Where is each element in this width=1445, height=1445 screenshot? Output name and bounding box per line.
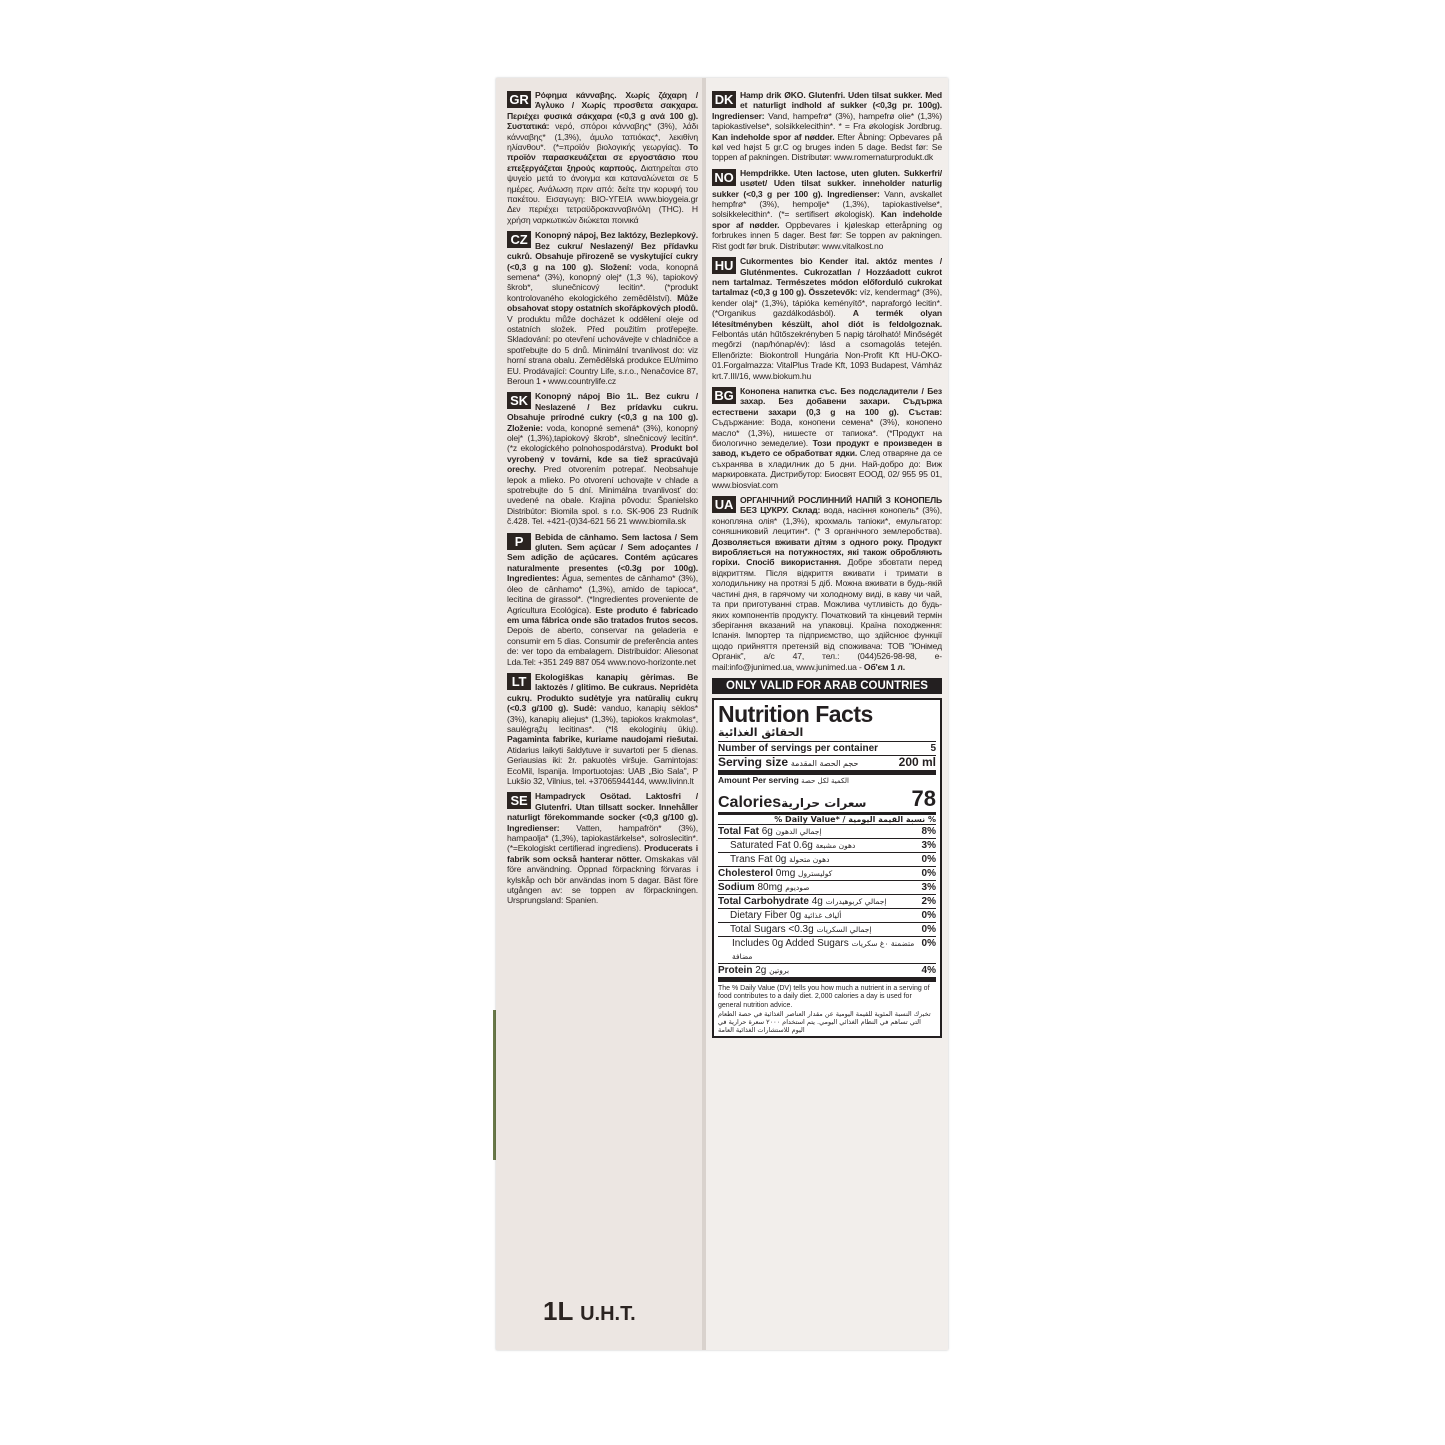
uht-label: U.H.T. [580, 1303, 636, 1325]
nutrient-daily-value: 0% [921, 853, 936, 865]
serving-size-label: Serving size [718, 754, 789, 769]
nutrient-label [718, 881, 809, 894]
amount-label: Amount Per serving [718, 774, 799, 785]
dv-footnote: The % Daily Value (DV) tells you how much a nutrient in a serving of food contributes to a daily diet. 2,000 calories a day is used for general nutrition advice. [718, 984, 930, 1009]
nutrient-row [718, 853, 936, 867]
nutrient-name: Dietary Fiber [730, 909, 791, 921]
nutrient-name-ar: إجمالي السكريات [816, 924, 872, 934]
left-panel [496, 78, 702, 1350]
section-text: Bebida de cânhamo. Sem lactosa / Sem gluten. Sem açúcar / Sem adoçantes / Sem adição de açúcares. Contém açúcares naturalmente presentes (<0.3g por 100g). Ingredientes: Água, sementes de cânhamo* (3%), óleo de cânhamo* (1,3%), amido de tapioca*, lecitina de girassol*. (*Ingredientes proveniente de Agricultura Ecológica). Este produto é fabricado em uma fábrica onde são tratados frutos secos. Depois de aberto, conservar na geladeria e consumir em 5 dias. Consumir de preferência antes de: ver topo da embalagem. Distribuidor: Aliesonat Lda.Tel: +351 249 887 054 www.novo-horizonte.net [507, 531, 698, 667]
nutrient-row [718, 825, 936, 839]
section-text: Cukormentes bio Kender ital. aktóz mentes / Gluténmentes. Cukrozatlan / Hozzáadott cukrot nem tartalmaz. Természetes módon előforduló cukrokat tartalmaz (<0,3 g 100 g). Összetevők: víz, kendermag* (3%), kender olaj* (1,3%), tápióka keményítő*, napraforgó lecitin*. (*Organikus gazdálkodásból). A termék olyan létesítményben készült, ahol diót is feldolgoznak. Felbontás után hűtőszekrényben 5 napig tárolható! Minőségét megőrzi (nap/hónap/év): lásd a csomagolás tetején. Ellenőrizte: Biokontroll Hungária Non-Profit Kft HU-ÖKO-01.Forgalmazza: VitalPlus Trade Kft, 1093 Budapest, Vámház krt.7.III/16, www.biokum.hu [712, 256, 942, 381]
nutrient-name-ar: كوليسترول [798, 868, 833, 878]
section-text: Ekologiškas kanapių gėrimas. Be laktozės / glitimo. Be cukraus. Nepridėta cukrų. Produkto sudėtyje yra natūralių cukrų (<0.3 g/100 g). Sudė: vanduo, kanapių sėklos* (3%), kanapių aliejus* (1,3%), tapiokos krakmolas*, saulėgrąžų lecitinas*. (*Iš ekologinių ūkių). Pagaminta fabrike, kuriame naudojami riešutai. Atidarius laikyti šaldytuve ir suvartoti per 5 dienas. Geriausias iki: žr. pakuotės viršuje. Gamintojas: EcoMil, Ispanija. Importuotojas: UAB „Bio Sala", P Lukšio 32, Vilnius, tel. +37065944144, www.livinn.lt [507, 671, 699, 786]
nutrient-row [718, 895, 936, 909]
nutrient-daily-value: 0% [921, 909, 936, 921]
nutrient-label [718, 937, 922, 963]
right-language-sections [712, 90, 942, 672]
nutrient-daily-value: 3% [921, 839, 936, 851]
nutrient-daily-value: 8% [921, 825, 936, 837]
nutrient-label [718, 853, 829, 866]
language-section-ua [712, 495, 942, 672]
language-code-badge: SK [507, 392, 531, 409]
language-code-badge: UA [712, 496, 736, 513]
nutrient-amount: 0mg [775, 867, 799, 879]
nutrient-name-ar: إجمالي الدهون [775, 826, 822, 836]
nutrient-name: Trans Fat [730, 853, 776, 865]
language-section-no [712, 168, 942, 251]
nutrient-name: Protein [718, 964, 756, 976]
nutrient-name-ar: دهون متحولة [789, 854, 830, 864]
nutrient-daily-value: 0% [921, 867, 936, 879]
nutrient-amount: 0.6g [793, 839, 816, 851]
amount-row [718, 775, 936, 786]
nutrient-label [718, 895, 886, 908]
section-text: Hamp drik ØKO. Glutenfri. Uden tilsat sukker. Med et naturligt indhold af sukker (<0,3g pr. 100g). Ingredienser: Vand, hampefrø* (3%), hampefrø olie* (1,3%) tapiokastivelse*, solsikkelecithin*. * = Fra økologisk Jordbrug. Kan indeholde spor af nødder. Efter Åbning: Opbevares på køl ved højst 5 gr.C og bruges inden 5 dage. Bedst før: Se toppen af pakningen. Distributør: www.romernaturprodukt.dk [712, 90, 942, 163]
nutrient-name: Total Carbohydrate [718, 895, 812, 907]
language-section-sk [507, 391, 698, 526]
language-section-gr [507, 90, 698, 225]
section-text: Hempdrikke. Uten lactose, uten gluten. Sukkerfri/ usøtet/ Uden tilsat sukker. inneholder naturlig sukker (<0,3 g per 100 g). Ingredienser: Vann, avskallet hempfrø* (3%), hempolje* (1,3%), tapiokastivelse*, solsikkelecithin*. (*= sertifisert økologisk). Kan indeholde spor af nødder. Oppbevares i kjøleskap etteråpning og forbrukes innen 5 dager. Best før: Se toppen av pakningen. Rist godt før bruk. Distributør: www.vitalkost.no [712, 167, 942, 251]
dv-footnote-ar: تخبرك النسبة المئوية للقيمة اليومية عن مقدار العناصر الغذائية في حصة الطعام التي تساهم في النظام الغذائي اليومي. يتم استخدام ٢٠٠٠ سعرة حرارية في اليوم للاستشارات الغذائية العامة [718, 1010, 931, 1035]
nutrient-row [718, 937, 936, 964]
nutrient-amount: 4g [811, 895, 826, 907]
nutrient-row [718, 867, 936, 881]
language-code-badge: GR [507, 91, 531, 108]
carton-back [496, 78, 948, 1350]
nutrient-row [718, 909, 936, 923]
language-section-p [507, 532, 698, 667]
language-section-bg [712, 386, 942, 490]
section-text: Konopný nápoj Bio 1L. Bez cukru / Neslazené / Bez prídavku cukru. Obsahuje prírodné cukry (<0,3 g na 100 g). Zloženie: voda, konopné semená* (3%), konopný olej* (1,3%),tapiokový škrob*, slnečnicový lecitín*. (*z ekologického polnohospodárstva). Produkt bol vyrobený v továrni, kde sa tiež spracúvajú orechy. Pred otvorením potrepať. Neobsahuje lepok a mlieko. Po otvorení uchovajte v chlade a spotrebujte do 5 dní. Minimálna trvanlivosť do: uvedené na obale. Krajina pôvodu: Španielsko Distribútor: Biomila spol. s r.o. SK-906 23 Rudník č.428. Tel. +421-(0)34-621 56 21 www.biomila.sk [507, 391, 698, 527]
nutrient-name-ar: بروتين [769, 965, 790, 975]
language-code-badge: HU [712, 257, 736, 274]
servings-value: 5 [930, 742, 936, 754]
language-code-badge: CZ [507, 231, 531, 248]
nutrient-amount: <0.3g [788, 923, 817, 935]
nutrient-row [718, 839, 936, 853]
section-text: ОРГАНІЧНИЙ РОСЛИННИЙ НАПІЙ З КОНОПЕЛЬ БЕЗ ЦУКРУ. Склад: вода, насіння конопель* (3%), конопляна олія* (1,3%), крохмаль тапіоки*, емульгатор: соняшниковий лецитин*. (* З органічного землеробства). Дозволяється вживати дітям з одного року. Продукт виробляється на потужностях, які також обробляють горіхи. Спосіб використання. Добре збовтати перед відкриттям. Після відкриття вживати і тримати в холодильнику на протязі 5 діб. Можна вживати в будь-якій частині дня, в гарячому чи холодному виді, в каву чи чай, та при приготуванні страв. Можлива чутливість до будь-яких компонентів продукту. Початковий та кінцевий термін зберігання вказаний на упаковці. Країна походження: Іспанія. Імпортер та підприємство, що здійснює функції щодо прийняття претензій від споживача: ТОВ "Юнімед Органік", а/с 47, тел.: (044)526-98-98, e-mail:info@junimed.ua, www.junimed.ua - Об'єм 1 л. [712, 495, 942, 672]
serving-size-row [718, 756, 936, 775]
serving-size-value: 200 ml [898, 754, 936, 769]
nutrient-label [718, 825, 822, 838]
nutrient-daily-value: 3% [921, 881, 936, 893]
nutrient-amount: 80mg [757, 881, 786, 893]
right-panel [706, 78, 948, 1350]
amount-ar: الكمية لكل حصة [801, 776, 849, 785]
calories-row [718, 786, 936, 815]
nutrient-name: Sodium [718, 881, 758, 893]
nutrient-name-ar: صوديوم [785, 882, 810, 892]
volume: 1L [543, 1296, 573, 1326]
nutrient-label [718, 867, 832, 880]
nutrient-label [718, 964, 789, 977]
language-section-lt [507, 672, 698, 786]
language-code-badge: BG [712, 387, 736, 404]
nutrient-name-ar: متضمنة ٠غ سكريات مضافة [732, 938, 915, 961]
nutrient-amount: 2g [755, 964, 770, 976]
arab-notice: ONLY VALID FOR ARAB COUNTRIES [712, 678, 942, 694]
section-text: Konopný nápoj, Bez laktózy, Bezlepkový. Bez cukru/ Neslazený/ Bez přídavku cukrů. Obsahuje přirozeně se vyskytující cukry (<0,3 g na 100 g). Složení: voda, konopná semena* (3%), konopný olej* (1,3 %), tapiokový škrob*, slunečnicový lecitin*. (*produkt kontrolovaného ekologického zemědělství). Může obsahovat stopy ostatních skořápkových plodů. V produktu může docházet k oddělení oleje od ostatních složek. Před použitím protřepejte. Skladování: po otevření uchovávejte v chladničce a spotřebujte do 5 dnů. Minimální trvanlivost do: viz horní strana obalu. Zemědělská produkce EU/mimo EU. Prodávající: Country Life, s.r.o., Nenačovice 87, Beroun 1 • www.countrylife.cz [507, 230, 699, 386]
nutrient-name-ar: ألياف غذائية [803, 910, 842, 920]
nutrient-row [718, 964, 936, 982]
nutrient-daily-value: 0% [921, 923, 936, 935]
left-language-sections [507, 90, 698, 906]
language-code-badge: SE [507, 792, 531, 809]
language-code-badge: P [507, 533, 531, 550]
language-section-se [507, 791, 698, 905]
serving-size-ar: حجم الحصة المقدمة [790, 758, 859, 768]
nutrient-amount: 0g Added Sugars [772, 937, 852, 949]
language-code-badge: LT [507, 673, 531, 690]
daily-value-header: % Daily Value* / نسبة القيمة اليومية % [718, 815, 936, 825]
nutrient-rows [718, 825, 936, 982]
calories-value: 78 [911, 785, 936, 811]
language-code-badge: NO [712, 169, 736, 186]
nutrient-amount: 0g [775, 853, 790, 865]
section-text: Ρόφημα κάνναβης. Χωρίς ζάχαρη / Άγλυκο / Χωρίς προσθετα σακχαρα. Περιέχει φυσικά σάκχαρα (<0,3 g ανά 100 g). Συστατικά: νερό, σπόροι κάνναβης* (3%), λάδι κάνναβης* (1,3%), άμυλο ταπιόκας*, λεκιθίνη ηλίανθου*. (*=προϊόν βιολογικής γεωργίας). Το προϊόν παρασκευάζεται σε εργοστάσιο που επεξεργάζεται ξηρούς καρπούς. Διατηρείται στο ψυγείο μετά το άνοιγμα και καταναλώνεται σε 5 ημέρες. Ανάλωση πριν από: δείτε την κορυφή του πακέτου. Εισαγωγη: BIO-YΓΕΙΑ www.bioygeia.gr Δεν περιέχει τετραϋδροκανναβινόλη (THC). Η χρήση ναρκωτικών διώκεται ποινικά [507, 90, 698, 225]
nutrient-name: Total Sugars [730, 923, 789, 935]
nutrient-daily-value: 2% [921, 895, 936, 907]
nutrient-name: Cholesterol [718, 867, 776, 879]
nutrient-label [718, 909, 841, 922]
language-section-dk [712, 90, 942, 163]
nutrient-amount: 6g [761, 825, 776, 837]
language-code-badge: DK [712, 91, 736, 108]
nutrition-title: Nutrition Facts [718, 700, 873, 727]
nutrient-name-ar: إجمالي كربوهيدرات [825, 896, 887, 906]
language-section-hu [712, 256, 942, 381]
nutrient-label [718, 839, 855, 852]
nutrient-row [718, 923, 936, 937]
nutrient-name: Includes [732, 937, 773, 949]
nutrition-facts-label [712, 698, 942, 1039]
nutrient-label [718, 923, 872, 936]
nutrient-amount: 0g [790, 909, 804, 921]
nutrient-name: Saturated Fat [730, 839, 794, 851]
calories-ar: سعرات حرارية [781, 795, 867, 810]
section-text: Конопена напитка със. Без подсладители / Без захар. Без добавени захари. Съдържа естествени захари (0,3 g на 100 g). Състав: Съдържание: Вода, конопени семена* (3%), конопено масло* (1,3%), нишесте от тапиока*. (*Продукт на биологично земеделие). Този продукт е произведен в завод, където се обработват ядки. След отваряне да се съхранява в хладилник до 5 дни. Най-добро до: Виж маркировката. Дистрибутор: Биосвят ЕООД, 02/ 955 95 01, www.biosviat.com [712, 385, 942, 490]
nutrient-daily-value: 0% [921, 937, 936, 949]
nutrient-row [718, 881, 936, 895]
servings-row [718, 742, 936, 756]
volume-label [543, 1296, 636, 1327]
nutrient-name-ar: دهون مشبعة [815, 840, 856, 850]
servings-label: Number of servings per container [718, 742, 879, 754]
nutrition-title-ar: الحقائق الغذائية [718, 726, 936, 742]
nutrient-daily-value: 4% [921, 964, 936, 976]
language-section-cz [507, 230, 698, 386]
nutrient-name: Total Fat [718, 825, 762, 837]
calories-label: Calories [718, 793, 782, 811]
section-text: Hampadryck Osötad. Laktosfri / Glutenfri. Utan tillsatt socker. Innehåller naturligt förekommande socker (<0,3 g/100 g). Ingredienser: Vatten, hampafrön* (3%), hampaolja* (1,3%), tapiokastärkelse*, solroslecitin*. (*=Ekologiskt certifierad ingrediens). Producerats i fabrik som också hanterar nötter. Omskakas väl före användning. Öppnad förpackning förvaras i kylskåp och bör användas inom 5 dagar. Bäst före utgången av: se toppen av förpackningen. Ursprungsland: Spanien. [507, 791, 699, 906]
